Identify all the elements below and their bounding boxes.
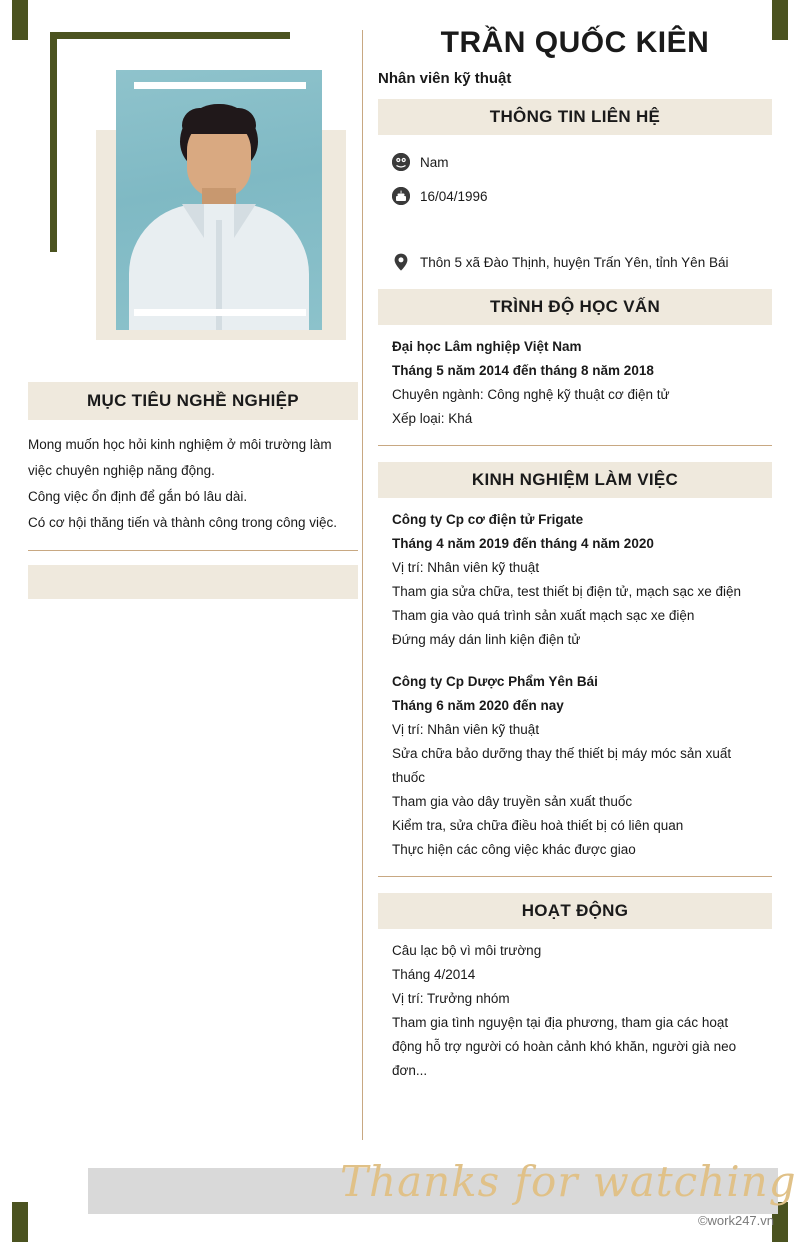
- contact-value-address: Thôn 5 xã Đào Thịnh, huyện Trấn Yên, tỉnh Yên Bái: [420, 254, 729, 270]
- experience-period: Tháng 6 năm 2020 đến nay: [392, 698, 564, 713]
- portrait-collar-left: [182, 204, 204, 238]
- experience-job: [392, 670, 770, 862]
- contact-row-birthday: [392, 187, 772, 205]
- experience-duty: Tham gia sửa chữa, test thiết bị điện tử, mạch sạc xe điện: [392, 584, 742, 599]
- left-column: [28, 30, 358, 599]
- experience-period: Tháng 4 năm 2019 đến tháng 4 năm 2020: [392, 536, 654, 551]
- job-title: Nhân viên kỹ thuật: [378, 70, 512, 87]
- watermark: ©work247.vn: [697, 1213, 774, 1228]
- right-column: [378, 26, 772, 1083]
- experience-spacer: [392, 656, 770, 670]
- objective-line: việc chuyên nghiệp năng động.: [28, 463, 215, 478]
- photo-band-bottom: [134, 309, 306, 316]
- experience-divider: [378, 876, 772, 877]
- education-period: Tháng 5 năm 2014 đến tháng 8 năm 2018: [392, 363, 654, 378]
- birthday-icon: [392, 187, 410, 205]
- experience-duty: thuốc: [392, 770, 426, 785]
- education-major: Chuyên ngành: Công nghệ kỹ thuật cơ điện tử: [392, 387, 670, 402]
- contact-row-gender: [392, 153, 772, 171]
- experience-position: Vị trí: Nhân viên kỹ thuật: [392, 722, 540, 737]
- experience-heading: KINH NGHIỆM LÀM VIỆC: [378, 462, 772, 498]
- education-divider: [378, 445, 772, 446]
- column-divider: [362, 30, 363, 1140]
- experience-duty: Kiểm tra, sửa chữa điều hoà thiết bị có liên quan: [392, 818, 684, 833]
- page-title: TRẦN QUỐC KIÊN: [440, 26, 710, 59]
- objective-divider: [28, 550, 358, 551]
- location-pin-icon: [392, 253, 410, 271]
- education-body: [378, 335, 772, 431]
- corner-decoration-bottom-left: [12, 1202, 28, 1242]
- portrait-collar-right: [234, 204, 256, 238]
- thanks-text: Thanks for watching: [340, 1157, 797, 1206]
- activities-description: động hỗ trợ người có hoàn cảnh khó khăn, người già neo: [392, 1039, 737, 1054]
- objective-body: [28, 432, 358, 536]
- experience-duty: Đứng máy dán linh kiện điện tử: [392, 632, 581, 647]
- activities-description: đơn...: [392, 1063, 428, 1078]
- activities-body: [378, 939, 772, 1083]
- activities-club: Câu lạc bộ vì môi trường: [392, 943, 542, 958]
- experience-duty: Tham gia vào dây truyền sản xuất thuốc: [392, 794, 633, 809]
- experience-body: [378, 508, 772, 862]
- photo-band-top: [134, 82, 306, 89]
- experience-company: Công ty Cp cơ điện tử Frigate: [392, 512, 584, 527]
- activities-description: Tham gia tình nguyện tại địa phương, tham gia các hoạt: [392, 1015, 729, 1030]
- contact-row-address: [392, 253, 772, 271]
- contact-value-gender: Nam: [420, 154, 449, 170]
- experience-job: [392, 508, 770, 652]
- contact-value-birthday: 16/04/1996: [420, 188, 488, 204]
- photo-block: [58, 40, 338, 330]
- education-heading: TRÌNH ĐỘ HỌC VẤN: [378, 289, 772, 325]
- corner-decoration-top-left: [12, 0, 28, 40]
- portrait-fringe: [182, 108, 256, 134]
- portrait-photo: [116, 70, 322, 330]
- gender-icon: [392, 153, 410, 171]
- activities-heading: HOẠT ĐỘNG: [378, 893, 772, 929]
- experience-duty: Thực hiện các công việc khác được giao: [392, 842, 636, 857]
- corner-decoration-top-right: [772, 0, 788, 40]
- objective-line: Mong muốn học hỏi kinh nghiệm ở môi trường làm: [28, 437, 332, 452]
- experience-company: Công ty Cp Dược Phẩm Yên Bái: [392, 674, 598, 689]
- activities-period: Tháng 4/2014: [392, 967, 476, 982]
- contact-list: [392, 153, 772, 271]
- experience-position: Vị trí: Nhân viên kỹ thuật: [392, 560, 540, 575]
- objective-line: Có cơ hội thăng tiến và thành công trong công việc.: [28, 515, 338, 530]
- contact-heading: THÔNG TIN LIÊN HỆ: [378, 99, 772, 135]
- education-grade: Xếp loại: Khá: [392, 411, 473, 426]
- left-placeholder-block: [28, 565, 358, 599]
- objective-line: Công việc ổn định để gắn bó lâu dài.: [28, 489, 248, 504]
- education-school: Đại học Lâm nghiệp Việt Nam: [392, 339, 582, 354]
- experience-duty: Sửa chữa bảo dưỡng thay thế thiết bị máy móc sản xuất: [392, 746, 732, 761]
- activities-position: Vị trí: Trưởng nhóm: [392, 991, 510, 1006]
- experience-duty: Tham gia vào quá trình sản xuất mạch sạc xe điện: [392, 608, 695, 623]
- objective-heading: MỤC TIÊU NGHỀ NGHIỆP: [28, 382, 358, 420]
